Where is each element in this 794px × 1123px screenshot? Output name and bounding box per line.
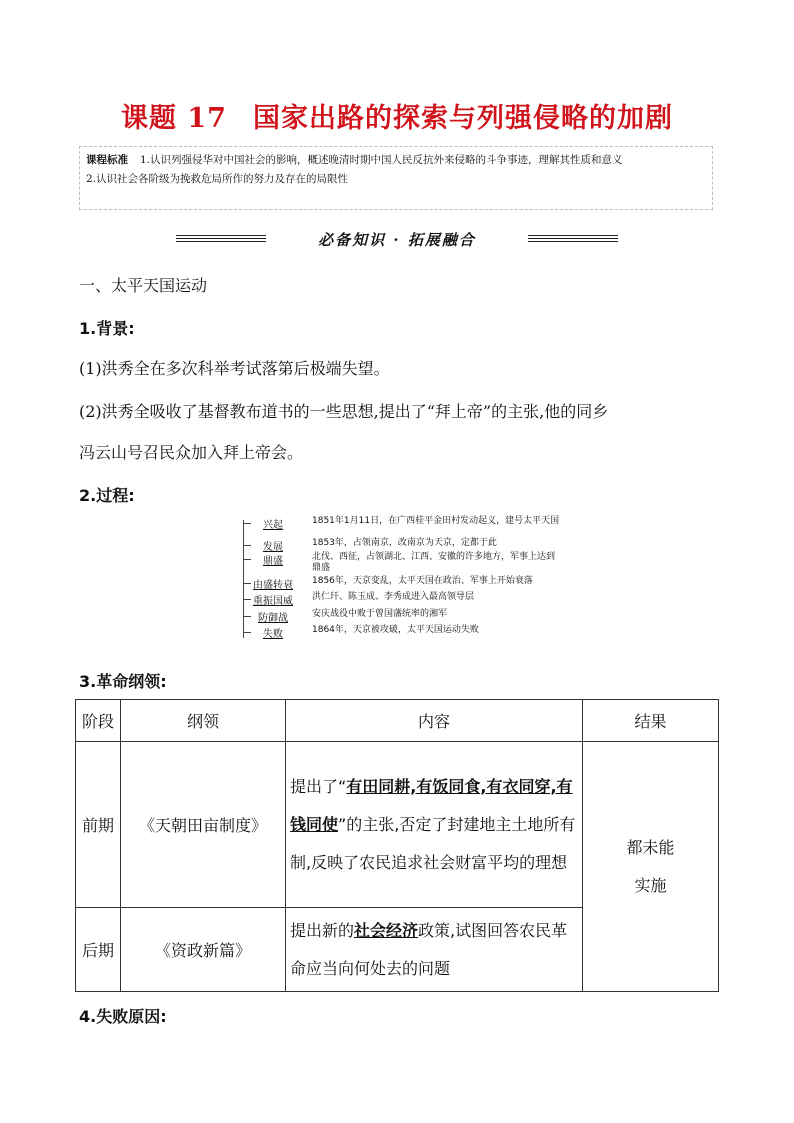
content-cell [286,742,583,908]
col-header-program: 纲领 [121,700,286,742]
flow-stage-label: 鼎盛 [263,556,283,567]
program-cell: 《资政新篇》 [121,908,286,992]
background-heading: 1.背景: [79,319,135,338]
flow-stage-desc: 北伐、西征，占领湖北、江西、安徽的许多地方，军事上达到鼎盛 [312,552,556,573]
content-pre: 提出了“ [290,776,347,796]
standard-tag: 课程标准 [86,154,128,166]
flow-stage-label: 防御战 [258,613,288,624]
content-post: ”的主张,否定了封建地主土地所有制,反映了农民追求社会财富平均的理想 [290,814,576,872]
result-line-2: 实施 [634,875,667,895]
flow-stage-desc: 1856年，天京变乱，太平天国在政治、军事上开始衰落 [312,576,533,586]
standard-line-1: 1.认识列强侵华对中国社会的影响，概述晚清时期中国人民反抗外来侵略的斗争事迹，理解其性质和意义 [140,154,623,166]
content-pre: 提出新的 [290,920,355,940]
process-heading: 2.过程: [79,486,135,505]
program-table [75,699,719,992]
result-line-1: 都未能 [626,837,675,857]
page-title [0,96,794,135]
col-header-content: 内容 [286,700,583,742]
program-heading: 3.革命纲领: [79,672,167,691]
section-banner [176,229,618,253]
banner-right-rule [528,235,618,245]
content-key: 社会经济 [354,920,419,940]
col-header-stage: 阶段 [76,700,121,742]
stage-cell: 后期 [76,908,121,992]
stage-cell: 前期 [76,742,121,908]
flow-stage-desc: 1851年1月11日，在广西桂平金田村发动起义，建号太平天国 [312,516,560,526]
content-slogan: 有田同耕,有饭同食,有衣同穿,有钱同使 [290,776,573,834]
flow-stage-label: 由盛转衰 [253,580,293,591]
flow-stage-desc: 安庆战役中败于曾国藩统率的湘军 [312,609,448,619]
content-post: 政策,试图回答农民革命应当向何处去的问题 [290,920,568,978]
section-heading-taiping: 一、太平天国运动 [79,276,208,295]
flow-stage-label: 兴起 [263,520,283,531]
table-row [76,742,719,908]
col-header-result: 结果 [583,700,719,742]
background-item-2b: 冯云山号召民众加入拜上帝会。 [79,443,304,462]
banner-text: 必备知识 · 拓展融合 [318,231,476,249]
lesson-number: 课题 17 [121,103,227,134]
process-flow-diagram [240,514,558,648]
program-cell: 《天朝田亩制度》 [121,742,286,908]
result-cell [583,742,719,992]
flow-stage-desc: 洪仁玕、陈玉成、李秀成进入最高领导层 [312,592,475,602]
lesson-title: 国家出路的探索与列强侵略的加剧 [252,103,673,134]
background-item-1: (1)洪秀全在多次科举考试落第后极端失望。 [79,359,390,378]
flow-stage-label: 失败 [263,629,283,640]
curriculum-standard-box [79,146,713,210]
background-item-2a: (2)洪秀全吸收了基督教布道书的一些思想,提出了“拜上帝”的主张,他的同乡 [79,402,609,421]
flow-stage-label: 重振国威 [253,596,293,607]
flow-spine [243,520,244,638]
flow-stage-label: 发展 [263,542,283,553]
failure-heading: 4.失败原因: [79,1007,167,1026]
standard-line-2: 2.认识社会各阶级为挽救危局所作的努力及存在的局限性 [86,173,349,185]
flow-stage-desc: 1853年，占领南京，改南京为天京，定都于此 [312,538,497,548]
content-cell [286,908,583,992]
flow-stage-desc: 1864年，天京被攻破，太平天国运动失败 [312,625,479,635]
table-header-row [76,700,719,742]
